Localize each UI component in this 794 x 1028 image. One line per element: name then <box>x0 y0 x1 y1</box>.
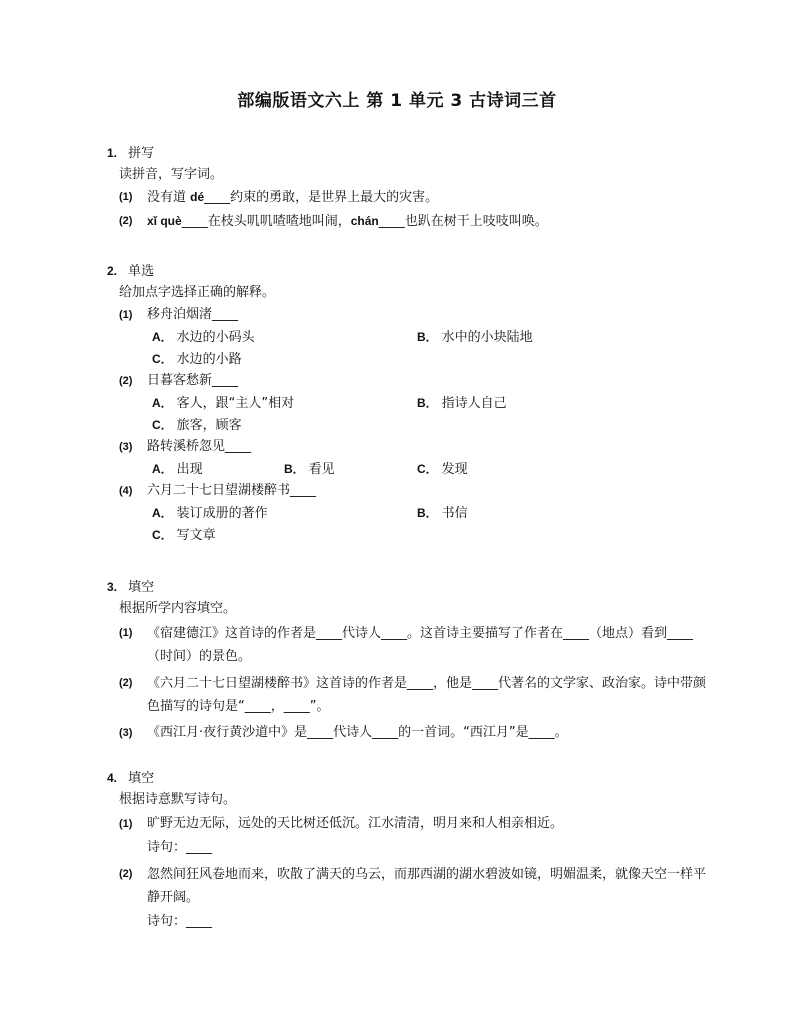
option-letter: B． <box>284 462 305 476</box>
option-text: 写文章 <box>176 528 216 543</box>
option-c[interactable] <box>152 348 242 371</box>
section-header <box>107 260 707 282</box>
question-item <box>107 210 707 234</box>
option-letter: A． <box>152 330 173 344</box>
options-row <box>152 326 707 348</box>
options-row <box>152 458 707 480</box>
section-single-choice <box>107 260 707 546</box>
section-number: 3. <box>107 580 118 594</box>
section-spelling <box>107 142 707 234</box>
options-row <box>152 502 707 524</box>
question-text-part: ____约束的勇敢，是世界上最大的灾害。 <box>204 190 439 205</box>
question-item <box>107 480 707 502</box>
question-text-part: ____在枝头叽叽喳喳地叫闹， <box>181 214 351 229</box>
option-b[interactable] <box>417 502 468 525</box>
question-text <box>147 186 707 209</box>
section-number: 1. <box>107 146 118 160</box>
question-text: 《西江月·夜行黄沙道中》是____代诗人____的一首词。“西江月”是____。 <box>147 725 568 740</box>
pinyin: xǐ què <box>147 214 182 228</box>
question-number: (4) <box>119 485 133 497</box>
question-item <box>107 622 707 670</box>
option-text: 客人，跟“主人”相对 <box>176 396 295 411</box>
question-text: 《宿建德江》这首诗的作者是____代诗人____。这首诗主要描写了作者在____（地点）看到____（时间）的景色。 <box>147 626 694 664</box>
option-letter: C． <box>152 352 173 366</box>
question-number: (3) <box>119 441 133 453</box>
section-instruction: 根据诗意默写诗句。 <box>119 792 237 807</box>
question-number: (2) <box>119 215 133 227</box>
question-number: (1) <box>119 191 133 203</box>
question-number: (2) <box>119 868 133 880</box>
option-text: 旅客，顾客 <box>176 418 242 433</box>
option-letter: C． <box>152 528 173 542</box>
section-type: 填空 <box>128 771 155 786</box>
section-header <box>107 767 707 789</box>
option-letter: A． <box>152 396 173 410</box>
option-text: 水边的小路 <box>176 352 242 367</box>
option-b[interactable] <box>417 392 507 415</box>
option-letter: A． <box>152 462 173 476</box>
option-text: 水中的小块陆地 <box>441 330 533 345</box>
question-text-part: ____也趴在树干上吱吱叫唤。 <box>378 214 548 229</box>
question-item <box>107 304 707 326</box>
question-item <box>107 436 707 458</box>
question-number: (1) <box>119 818 133 830</box>
option-a[interactable] <box>152 458 203 481</box>
options-row <box>152 348 707 370</box>
option-letter: B． <box>417 506 438 520</box>
question-item <box>107 722 707 746</box>
question-number: (3) <box>119 727 133 739</box>
question-text: 路转溪桥忽见____ <box>147 439 252 454</box>
option-b[interactable] <box>284 458 335 481</box>
section-type: 拼写 <box>128 146 155 161</box>
section-number: 4. <box>107 771 118 785</box>
option-text: 出现 <box>176 462 203 477</box>
section-instruction: 根据所学内容填空。 <box>119 601 237 616</box>
option-text: 看见 <box>308 462 335 477</box>
question-text: 日暮客愁新____ <box>147 373 239 388</box>
option-text: 装订成册的著作 <box>176 506 268 521</box>
section-fill-in <box>107 576 707 746</box>
question-text: 移舟泊烟渚____ <box>147 307 239 322</box>
options-row <box>152 414 707 436</box>
section-type: 单选 <box>128 264 155 279</box>
option-c[interactable] <box>417 458 468 481</box>
question-text <box>147 210 707 233</box>
option-text: 指诗人自己 <box>441 396 507 411</box>
option-text: 书信 <box>441 506 468 521</box>
question-number: (2) <box>119 677 133 689</box>
option-letter: C． <box>417 462 438 476</box>
question-item <box>107 186 707 210</box>
answer-line: 诗句：____ <box>147 914 213 929</box>
page-title: 部编版语文六上 第 1 单元 3 古诗词三首 <box>237 91 557 111</box>
question-text: 六月二十七日望湖楼醉书____ <box>147 483 317 498</box>
answer-line: 诗句：____ <box>147 840 213 855</box>
section-number: 2. <box>107 264 118 278</box>
option-a[interactable] <box>152 502 268 525</box>
option-a[interactable] <box>152 392 294 415</box>
option-text: 水边的小码头 <box>176 330 255 345</box>
question-number: (1) <box>119 309 133 321</box>
pinyin: dé <box>190 190 205 204</box>
option-letter: B． <box>417 330 438 344</box>
options-row <box>152 392 707 414</box>
section-header <box>107 576 707 598</box>
options-row <box>152 524 707 546</box>
option-letter: A． <box>152 506 173 520</box>
question-text-part: 没有道 <box>147 190 191 205</box>
option-c[interactable] <box>152 524 216 547</box>
question-text: 《六月二十七日望湖楼醉书》这首诗的作者是____，他是____代著名的文学家、政治家。诗中带颜色描写的诗句是“____，____”。 <box>147 676 707 714</box>
question-number: (2) <box>119 375 133 387</box>
section-type: 填空 <box>128 580 155 595</box>
option-a[interactable] <box>152 326 255 349</box>
option-letter: C． <box>152 418 173 432</box>
section-instruction: 读拼音，写字词。 <box>119 167 224 182</box>
question-item <box>107 672 707 720</box>
question-number: (1) <box>119 627 133 639</box>
option-c[interactable] <box>152 414 242 437</box>
section-instruction: 给加点字选择正确的解释。 <box>119 285 276 300</box>
section-header <box>107 142 707 164</box>
pinyin: chán <box>350 214 379 228</box>
section-poem-recall <box>107 767 707 933</box>
question-item <box>107 813 707 837</box>
question-item <box>107 863 707 911</box>
option-letter: B． <box>417 396 438 410</box>
question-text: 忽然间狂风卷地而来，吹散了满天的乌云，而那西湖的湖水碧波如镜，明媚温柔，就像天空一样平静开阔。 <box>147 867 707 905</box>
question-text: 旷野无边无际，远处的天比树还低沉。江水清清，明月来和人相亲相近。 <box>147 816 564 831</box>
option-text: 发现 <box>441 462 468 477</box>
option-b[interactable] <box>417 326 533 349</box>
question-item <box>107 370 707 392</box>
